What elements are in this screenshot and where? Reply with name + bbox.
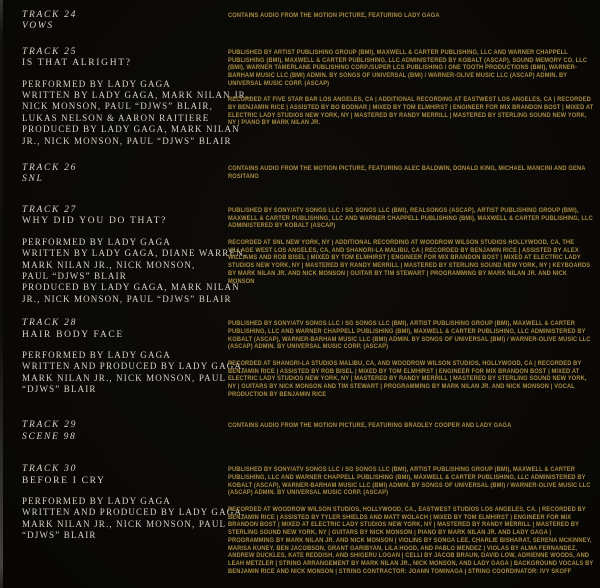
track-left-column bbox=[22, 318, 246, 395]
track-right-column bbox=[228, 318, 594, 398]
credit-line: LUKAS NELSON & AARON RAITIERE bbox=[22, 112, 210, 123]
track-left-column bbox=[22, 204, 248, 305]
track-number: TRACK 28 bbox=[22, 318, 78, 329]
credit-line: MARK NILAN JR., NICK MONSON, PAUL bbox=[22, 372, 227, 383]
track-number: TRACK 26 bbox=[22, 163, 78, 174]
recording-note: RECORDED AT WOODROW WILSON STUDIOS, HOLLYWOOD, CA., EASTWEST STUDIOS LOS ANGELES, CA. | RECORDED BY BENJAMIN RICE | ASSISTED BY TYLER SHIELDS AND MATT WOLACH | MIXED BY TOM ELMHIRST | ENGINEER FOR MIX BRANDON BOST | MIXED AT ELECTRIC LADY STUDIOS NEW YORK, NY | MASTERED BY RANDY MERRILL | MASTERED BY STERLING SOUND NEW YORK, NY | GUITARS BY NICK MONSON | PIANO BY MARK NILAN JR. AND LADY GAGA | PROGRAMMING BY MARK NILAN JR. AND NICK MONSON | VIOLINS BY SONGA LEE, CHARLIE BISHARAT, SERENA MCKINNEY, MARISA KUNEY, BEN JACOBSON, GRANT GARIBYAN, LILA HOOD, AND PABLO MENDEZ | VIOLAS BY ALMA FERNANDEZ, ANDREW DUCKLES, KATE REDDISH, AND SHIGERU LOGAN | CELLI BY JACOB BRAUN, DAVID LOW, ADRIENNE WOODS, AND LEAH METZLER | STRING ARRANGEMENT BY MARK NILAN JR., NICK MONSON, AND LADY GAGA | BACKGROUND VOCALS BY BENJAMIN RICE AND NICK MONSON | STRING CONTRACTOR: JOANN TOMINAGA | STRING COORDINATOR: IVY SKOFF bbox=[228, 506, 594, 575]
credit-line: PERFORMED BY LADY GAGA bbox=[22, 349, 171, 360]
track-number: TRACK 30 bbox=[22, 464, 78, 475]
track-section bbox=[22, 464, 594, 575]
credit-line: WRITTEN AND PRODUCED BY LADY GAGA, bbox=[22, 507, 246, 518]
track-left-column bbox=[22, 464, 246, 541]
track-header bbox=[22, 163, 228, 186]
track-header bbox=[22, 318, 228, 341]
track-header bbox=[22, 420, 228, 443]
credit-line: “DJWS” BLAIR bbox=[22, 530, 97, 541]
track-left-column bbox=[22, 46, 253, 147]
track-title: SCENE 98 bbox=[22, 431, 77, 442]
credit-line: PERFORMED BY LADY GAGA bbox=[22, 236, 171, 247]
track-section bbox=[22, 163, 594, 186]
publishing-note: PUBLISHED BY SONY/ATV SONGS LLC / SG SONGS LLC (BMI), ARTIST PUBLISHING GROUP (BMI), MAXWELL & CARTER PUBLISHING, LLC AND WARNER CHAPPELL PUBLISHING (BMI), MAXWELL & CARTER PUBLISHING, LLC ADMINISTERED BY KOBALT (ASCAP), WARNER-BARHAM MUSIC LLC (BMI) ADMIN. BY SONGS OF UNIVERSAL (BMI) / WARNER-OLIVE MUSIC LLC (ASCAP) ADMIN. BY UNIVERSAL MUSIC CORP. (ASCAP) bbox=[228, 466, 591, 497]
track-right-column bbox=[228, 464, 594, 575]
track-right-column bbox=[228, 205, 594, 285]
track-section bbox=[22, 10, 594, 33]
track-right-column bbox=[228, 420, 594, 430]
track-left-column bbox=[22, 163, 228, 186]
credit-line: PAUL “DJWS” BLAIR bbox=[22, 270, 127, 281]
recording-note: RECORDED AT SHANGRI-LA STUDIOS MALIBU, CA, AND WOODROW WILSON STUDIOS, HOLLYWOOD, CA | RECORDED BY BENJAMIN RICE | ASSISTED BY ROB BISEL | MIXED BY TOM ELMHIRST | ENGINEER FOR MIX BRANDON BOST | MIXED AT ELECTRIC LADY STUDIOS NEW YORK, NY | MASTERED BY RANDY MERRILL | MASTERED BY STERLING SOUND NEW YORK, NY | GUITARS BY NICK MONSON AND TIM STEWART | PROGRAMMING BY MARK NILAN JR. AND NICK MONSON | VOCAL PRODUCTION BY BENJAMIN RICE bbox=[228, 359, 587, 398]
recording-note: RECORDED AT FIVE STAR BAR LOS ANGELES, CA | ADDITIONAL RECORDING AT EASTWEST LOS ANGELES, CA | RECORDED BY BENJAMIN RICE | ASSISTED BY BO BODNAR | MIXED BY TOM ELMHIRST | ENGINEER FOR MIX BRANDON BOST | MIXED AT ELECTRIC LADY STUDIOS NEW YORK, NY | MASTERED BY RANDY MERRILL | MASTERED BY STERLING SOUND NEW YORK, NY | PIANO BY MARK NILAN JR. bbox=[228, 96, 594, 127]
track-number: TRACK 25 bbox=[22, 46, 78, 57]
credit-line: PERFORMED BY LADY GAGA bbox=[22, 78, 171, 89]
track-right-column bbox=[228, 10, 594, 20]
track-title: WHY DID YOU DO THAT? bbox=[22, 216, 167, 227]
track-title: BEFORE I CRY bbox=[22, 475, 106, 486]
source-note: CONTAINS AUDIO FROM THE MOTION PICTURE, FEATURING LADY GAGA bbox=[228, 12, 440, 19]
source-note: CONTAINS AUDIO FROM THE MOTION PICTURE, FEATURING BRADLEY COOPER AND LADY GAGA bbox=[228, 422, 512, 430]
track-section bbox=[22, 205, 594, 305]
credit-line: “DJWS” BLAIR bbox=[22, 384, 97, 395]
credit-line: WRITTEN BY LADY GAGA, DIANE WARREN, bbox=[22, 248, 248, 259]
track-header bbox=[22, 47, 228, 70]
track-header bbox=[22, 205, 228, 228]
track-title: IS THAT ALRIGHT? bbox=[22, 58, 132, 69]
track-section bbox=[22, 318, 594, 398]
track-title: SNL bbox=[22, 174, 44, 185]
credit-line: PRODUCED BY LADY GAGA, MARK NILAN bbox=[22, 282, 240, 293]
performance-credits bbox=[22, 236, 248, 305]
performance-credits bbox=[22, 496, 246, 542]
source-note: CONTAINS AUDIO FROM THE MOTION PICTURE, FEATURING ALEC BALDWIN, DONALD KING, MICHAEL MANCINI AND GENA ROSITANO bbox=[228, 165, 586, 180]
liner-notes-credits-page bbox=[22, 10, 594, 575]
credit-line: PRODUCED BY LADY GAGA, MARK NILAN bbox=[22, 124, 240, 135]
track-number: TRACK 24 bbox=[22, 10, 78, 20]
publishing-note: PUBLISHED BY SONY/ATV SONGS LLC / SG SONGS LLC (BMI), ARTIST PUBLISHING GROUP (BMI), MAXWELL & CARTER PUBLISHING, LLC AND WARNER CHAPPELL PUBLISHING (BMI), MAXWELL & CARTER PUBLISHING, LLC ADMINISTERED BY KOBALT (ASCAP), WARNER-BARHAM MUSIC LLC (BMI) ADMIN. BY SONGS OF UNIVERSAL (BMI) / WARNER-OLIVE MUSIC LLC (ASCAP) ADMIN. BY UNIVERSAL MUSIC CORP. (ASCAP) bbox=[228, 320, 591, 351]
track-left-column bbox=[22, 10, 228, 33]
track-right-column bbox=[228, 47, 594, 127]
track-title: HAIR BODY FACE bbox=[22, 329, 124, 340]
track-number: TRACK 27 bbox=[22, 204, 78, 215]
track-header bbox=[22, 10, 228, 33]
credit-line: WRITTEN AND PRODUCED BY LADY GAGA, bbox=[22, 361, 246, 372]
credit-line: JR., NICK MONSON, PAUL “DJWS” BLAIR bbox=[22, 293, 232, 304]
credit-line: MARK NILAN JR., NICK MONSON, PAUL bbox=[22, 518, 227, 529]
track-section bbox=[22, 420, 594, 443]
credit-line: NICK MONSON, PAUL “DJWS” BLAIR, bbox=[22, 101, 213, 112]
track-section bbox=[22, 47, 594, 147]
credit-line: WRITTEN BY LADY GAGA, MARK NILAN JR., bbox=[22, 90, 253, 101]
performance-credits bbox=[22, 78, 253, 147]
track-title: VOWS bbox=[22, 21, 54, 32]
track-number: TRACK 29 bbox=[22, 420, 78, 431]
publishing-note: PUBLISHED BY SONY/ATV SONGS LLC / SG SONGS LLC (BMI), REALSONGS (ASCAP), ARTIST PUBLISHING GROUP (BMI), MAXWELL & CARTER PUBLISHING, LLC AND WARNER CHAPPELL PUBLISHING (BMI), MAXWELL & CARTER PUBLISHING, LLC ADMINISTERED BY KOBALT (ASCAP) bbox=[228, 206, 593, 230]
credit-line: MARK NILAN JR., NICK MONSON, bbox=[22, 259, 196, 270]
credit-line: JR., NICK MONSON, PAUL “DJWS” BLAIR bbox=[22, 135, 232, 146]
publishing-note: PUBLISHED BY ARTIST PUBLISHING GROUP (BMI), MAXWELL & CARTER PUBLISHING, LLC AND WARNER CHAPPELL PUBLISHING (BMI), MAXWELL & CARTER PUBLISHING, LLC ADMINISTERED BY KOBALT (ASCAP), SOUND MEMORY CO. LLC (BMI), WARNER TAMERLANE PUBLISHING CORP./SUPER LCS PUBLISHING / ONE TOOTH PRODUCTIONS (BMI), WARNER-BARHAM MUSIC LLC (BMI) ADMIN. BY SONGS OF UNIVERSAL (BMI) / WARNER-OLIVE MUSIC LLC (ASCAP) ADMIN. BY UNIVERSAL MUSIC CORP. (ASCAP) bbox=[228, 48, 588, 87]
recording-note: RECORDED AT SNL NEW YORK, NY | ADDITIONAL RECORDING AT WOODROW WILSON STUDIOS HOLLYWOOD, CA, THE VILLAGE WEST LOS ANGELES, CA, AND SHANGRI-LA MALIBU, CA | RECORDED BY BENJAMIN RICE | ASSISTED BY ALEX WILLIAMS AND ROB BISEL | MIXED BY TOM ELMHIRST | ENGINEER FOR MIX BRANDON BOST | MIXED AT ELECTRIC LADY STUDIOS NEW YORK, NY | MASTERED BY RANDY MERRILL | MASTERED BY STERLING SOUND NEW YORK, NY | KEYBOARDS BY MARK NILAN JR. AND NICK MONSON | GUITAR BY TIM STEWART | PROGRAMMING BY MARK NILAN JR. AND NICK MONSON bbox=[228, 238, 591, 285]
track-left-column bbox=[22, 420, 228, 443]
performance-credits bbox=[22, 349, 246, 396]
track-right-column bbox=[228, 163, 594, 180]
track-header bbox=[22, 464, 228, 487]
credit-line: PERFORMED BY LADY GAGA bbox=[22, 496, 171, 507]
